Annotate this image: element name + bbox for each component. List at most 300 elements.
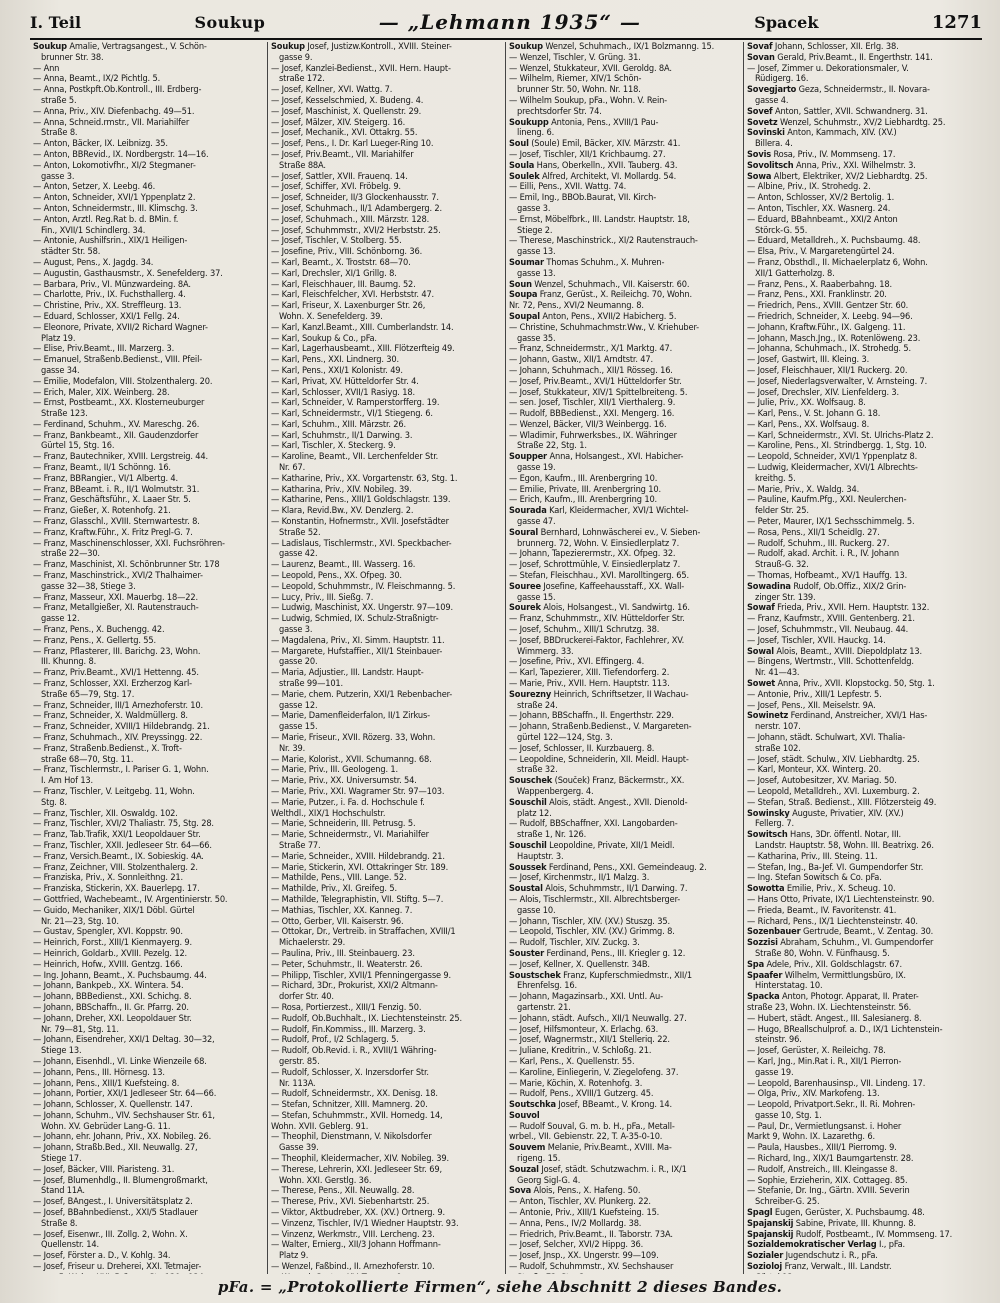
entry-text: gasse 10.	[517, 905, 556, 916]
directory-entry	[747, 1197, 979, 1208]
directory-entry	[509, 1132, 740, 1143]
directory-entry	[33, 323, 264, 334]
entry-text: — Franz, Straßenb.Bedienst., X. Troft-	[33, 743, 182, 754]
directory-entry	[33, 1100, 264, 1111]
directory-entry	[271, 377, 502, 388]
entry-surname: Soustschek	[509, 970, 561, 981]
directory-entry	[271, 1014, 502, 1025]
entry-text: Josef, Justizw.Kontroll., XVIII. Steiner-	[304, 42, 452, 52]
directory-entry	[509, 809, 740, 820]
entry-text: — Gustav, Spengler, XVI. Koppstr. 90.	[33, 927, 183, 938]
entry-text: Platz 19.	[41, 333, 76, 344]
entry-text	[271, 1273, 404, 1274]
entry-surname: Souster	[509, 948, 545, 959]
directory-entry	[33, 841, 264, 852]
entry-text: — Karl, Fleischhauer, III. Baumg. 52.	[271, 279, 416, 290]
entry-text: — Franz, Bautechniker, XVIII. Lergstreig. 44.	[33, 452, 208, 463]
entry-text: — Johann, BBBedienst., XXI. Schichg. 8.	[33, 992, 192, 1003]
entry-text: — Anna, Schneid.rmstr., VII. Mariahilfer	[33, 117, 190, 128]
entry-text: Nr. 67.	[279, 463, 306, 474]
directory-entry	[33, 981, 264, 992]
directory-entry	[33, 1111, 264, 1122]
entry-text: Wenzel, Schuhmstr., XV/2 Liebhardtg. 25.	[777, 117, 946, 128]
directory-entry	[509, 539, 740, 550]
directory-entry	[747, 733, 979, 744]
directory-entry	[747, 161, 979, 172]
entry-text: — Charlotte, Priv., IX. Fuchsthallerg. 4.	[33, 290, 186, 301]
entry-text: Albert, Elektriker, XV/2 Liebhardtg. 25.	[771, 171, 928, 182]
entry-text: — Leopold, Pens., XX. Ofpeg. 30.	[271, 571, 402, 582]
entry-text: — Katharina, Priv., XIV. Nobileg. 39.	[271, 484, 412, 495]
entry-text: Stiege 13.	[41, 1046, 82, 1057]
directory-entry	[271, 776, 502, 787]
entry-text: — Erich, Kaufm., III. Arenbergring 10.	[509, 495, 658, 506]
entry-text: Alois, Beamt., XVIII. Diepoldplatz 13.	[773, 646, 922, 657]
entry-text: — Josef, städt. Schulw., XIV. Liebhardtg. 25.	[747, 754, 920, 765]
entry-text: — Stefan, Schnitzer, XIII. Mamnerg. 20.	[271, 1100, 428, 1111]
directory-entry	[747, 852, 979, 863]
directory-entry	[747, 830, 979, 841]
entry-text: — Philipp, Tischler, XVII/1 Pfenningergasse 9.	[271, 970, 451, 981]
directory-entry	[271, 485, 502, 496]
entry-text: — Wenzel, Tischler, V. Grüng. 31.	[509, 52, 641, 63]
directory-entry	[747, 1046, 979, 1057]
directory-entry	[33, 463, 264, 474]
entry-text: — Josefine, Priv., XVI. Effingerg. 4.	[509, 657, 645, 668]
directory-entry	[271, 107, 502, 118]
entry-text: Josef, städt. Schutzwachm. i. R., IX/1	[538, 1164, 687, 1175]
entry-text: — Pauline, Kaufm.Pfg., XXI. Neulerchen-	[747, 495, 907, 506]
entry-text: — Josef, Mälzer, XIV. Steigerg. 16.	[271, 117, 406, 128]
entry-text: — Anna, Beamt., IX/2 Pichtlg. 5.	[33, 74, 161, 85]
directory-entry	[33, 128, 264, 139]
directory-entry	[271, 863, 502, 874]
directory-entry	[271, 938, 502, 949]
column-3	[506, 42, 744, 1274]
entry-text: III. Khunng. 8.	[41, 657, 97, 668]
directory-entry	[271, 193, 502, 204]
entry-text: gasse 12.	[279, 700, 318, 711]
entry-text: — Josef, Fleischhauer, XII/1 Ruckerg. 20.	[747, 365, 908, 376]
directory-entry	[33, 1273, 264, 1274]
directory-entry	[271, 323, 502, 334]
entry-text: gartenstr. 21.	[517, 1002, 571, 1013]
entry-text: — Franz, Tischler, XXII. Jedleseer Str. 64—66.	[33, 840, 212, 851]
directory-entry	[33, 355, 264, 366]
directory-entry	[271, 992, 502, 1003]
directory-entry	[271, 765, 502, 776]
entry-text: — Hans Otto, Private, IX/1 Liechtensteinstr. 90.	[747, 894, 935, 905]
entry-text: — Franz, Tischler, V. Leitgebg. 11, Wohn.	[33, 786, 195, 797]
directory-entry	[747, 1143, 979, 1154]
directory-entry	[747, 690, 979, 701]
directory-entry	[747, 603, 979, 614]
entry-text: Alois, Holsangest., VI. Sandwirtg. 16.	[540, 603, 690, 614]
entry-text: — Franz, Kaufmstr., XVIII. Gentenberg. 21.	[747, 614, 915, 625]
entry-surname: Sowinetz	[747, 711, 789, 722]
entry-text: Wilhelm, Vermittlungsbüro, IX.	[782, 970, 906, 981]
entry-text: — Rudolf, BBSchaffner, XXI. Langobarden-	[509, 819, 678, 830]
directory-entry	[747, 528, 979, 539]
entry-text: — Marie, Stickerin, XVI. Ottakringer Str. 189.	[271, 862, 449, 873]
entry-text: — Josef, Schuhmach., II/1 Adambergerg. 2.	[271, 203, 442, 214]
entry-text: — Karl, Lagerhausbeamt., XIII. Flötzerfteig 49.	[271, 344, 455, 355]
directory-entry	[509, 960, 740, 971]
entry-text: — Karl, Schuhmstr., II/1 Darwing. 3.	[271, 430, 413, 441]
entry-text: Straße 22, Stg. 1.	[517, 441, 587, 452]
entry-text: — Peter, Maurer, IX/1 Sechsschimmelg. 5.	[747, 517, 915, 528]
entry-text: — Karl, Jng., Min.Rat i. R., XII/1 Pierron-	[747, 1056, 902, 1067]
directory-entry	[271, 895, 502, 906]
entry-text: — Frieda, Beamt., IV. Favoritenstr. 41.	[747, 905, 897, 916]
directory-entry	[509, 582, 740, 593]
entry-text: Ferdinand, Anstreicher, XVI/1 Has-	[788, 711, 928, 722]
entry-text: — Wilhelm Soukup, pFa., Wohn. V. Rein-	[509, 95, 668, 106]
entry-text: — Franz, Glasschl., XVIII. Sternwartestr. 8.	[33, 517, 200, 528]
entry-text: — Friedrich, Priv.Beamt., II. Taborstr. 73A.	[509, 1229, 673, 1240]
entry-text: — Karl, Friseur, X. Laxenburger Str. 26,	[271, 301, 426, 312]
directory-entry	[33, 733, 264, 744]
directory-entry	[747, 1100, 979, 1111]
entry-text: — Marie, Köchin, X. Rotenhofg. 3.	[509, 1078, 643, 1089]
entry-text: — Guido, Mechaniker, XIX/1 Döbl. Gürtel	[33, 905, 195, 916]
directory-entry	[33, 236, 264, 247]
entry-text: — Katharine, Pens., XIII/1 Goldschlagstr. 139.	[271, 495, 451, 506]
entry-text: — Josef, BBDruckerei-Faktor, Fachlehrer, XV.	[509, 635, 685, 646]
entry-text: Bernhard, Lohnwäscherei ev., V. Sieben-	[538, 527, 701, 538]
entry-surname: Sozialer	[747, 1251, 784, 1262]
directory-entry	[509, 690, 740, 701]
entry-text: — Ferdinand, Schuhm., XV. Mareschg. 26.	[33, 419, 200, 430]
entry-text: Wohn. XV. Gebrüder Lang-G. 11.	[41, 1121, 171, 1132]
directory-entry	[33, 690, 264, 701]
directory-entry	[747, 247, 979, 258]
directory-entry	[747, 398, 979, 409]
directory-entry	[509, 53, 740, 64]
entry-text: — Karoline, Beamt., VII. Lerchenfelder Str.	[271, 452, 439, 463]
entry-text: — Josef, Mechanik., XVI. Ottakrg. 55.	[271, 128, 418, 139]
entry-text: — Johann, Gastw., XII/1 Arndtstr. 47.	[509, 355, 653, 366]
entry-text: I., pFa.	[876, 1240, 905, 1251]
directory-entry	[509, 474, 740, 485]
entry-surname: Sovis	[747, 149, 772, 160]
entry-text: — Franz, Tischler, XVI/2 Thaliastr. 75, Stg. 28.	[33, 819, 214, 830]
directory-entry	[747, 809, 979, 820]
entry-text: straße 22—30.	[41, 549, 100, 560]
directory-entry	[271, 85, 502, 96]
entry-text: — Anton, Setzer, X. Leebg. 46.	[33, 182, 156, 193]
directory-entry	[33, 971, 264, 982]
entry-surname: Soun	[509, 279, 532, 290]
directory-entry	[747, 722, 979, 733]
entry-text: — Anna, Pens., IV/2 Mollardg. 38.	[509, 1218, 642, 1229]
entry-text: — Gottfried, Wachebeamt., IV. Argentinierstr. 50.	[33, 894, 228, 905]
directory-entry	[509, 711, 740, 722]
directory-entry	[509, 431, 740, 442]
entry-text: — Rudolf, akad. Archit. i. R., IV. Johann	[747, 549, 899, 560]
directory-entry	[33, 204, 264, 215]
entry-text: Anton, Sattler, XVII. Schwandnerg. 31.	[772, 106, 928, 117]
entry-text: — Johann, Kraftw.Führ., IX. Galgeng. 11.	[747, 322, 906, 333]
entry-text: Jugendschutz i. R., pFa.	[783, 1251, 878, 1262]
entry-text: — Laurenz, Beamt., III. Wasserg. 16.	[271, 560, 416, 571]
directory-entry	[33, 647, 264, 658]
entry-text: — Antonie, Priv., XIII/1 Kuefsteing. 15.	[509, 1208, 660, 1219]
entry-text: — Franz, Bankbeamt., XII. Gaudenzdorfer	[33, 430, 199, 441]
directory-entry	[509, 938, 740, 949]
entry-text: kreithg. 5.	[755, 473, 796, 484]
directory-entry	[747, 1025, 979, 1036]
directory-entry	[33, 377, 264, 388]
directory-entry	[509, 42, 740, 53]
directory-entry	[747, 355, 979, 366]
directory-entry	[33, 938, 264, 949]
directory-entry	[747, 366, 979, 377]
directory-entry	[509, 1208, 740, 1219]
entry-surname: Souschil	[509, 797, 547, 808]
entry-text: gasse 47.	[517, 517, 556, 528]
directory-entry	[509, 657, 740, 668]
directory-entry	[747, 409, 979, 420]
directory-entry	[747, 582, 979, 593]
entry-text: — Emilie, Private, III. Arenbergring 10.	[509, 484, 661, 495]
directory-entry	[271, 42, 502, 53]
entry-text: gasse 32—38, Stiege 3.	[41, 581, 136, 592]
directory-entry	[33, 657, 264, 668]
directory-entry	[33, 1240, 264, 1251]
directory-entry	[271, 690, 502, 701]
directory-entry	[271, 269, 502, 280]
directory-entry	[271, 495, 502, 506]
directory-entry	[747, 420, 979, 431]
entry-text: — Lucy, Priv., III. Sießg. 7.	[271, 592, 374, 603]
entry-text: — Julie, Priv., XX. Wolfsaug. 8.	[747, 398, 866, 409]
entry-surname: Spajanskij	[747, 1218, 794, 1229]
entry-text: straße 23, Wohn. IX. Liechtensteinstr. 56.	[747, 1002, 912, 1013]
entry-text: — Rudolf, Prof., I/2 Schlagerg. 5.	[271, 1035, 399, 1046]
directory-entry	[509, 247, 740, 258]
entry-text: — Anton, Lokomotivfhr., XI/2 Stegmaner-	[33, 160, 196, 171]
directory-entry	[271, 53, 502, 64]
directory-entry	[271, 787, 502, 798]
entry-text: — Franz, Schneider, III/1 Arnezhoferstr. 10.	[33, 700, 204, 711]
directory-entry	[509, 1122, 740, 1133]
entry-text: Franz, Verwalt., III. Landstr.	[782, 1262, 892, 1273]
entry-text: — Rudolf, Tischler, XIV. Zuckg. 3.	[509, 938, 640, 949]
entry-surname: Sourek	[509, 603, 541, 614]
entry-text: — Josef, Autobesitzer, XV. Mariag. 50.	[747, 776, 897, 787]
entry-text: — Josef, Tischler, XII/1 Krichbaumg. 27.	[509, 149, 666, 160]
entry-text: — Anton, Tischler, XX. Wasnerg. 24.	[747, 203, 891, 214]
entry-surname: Sowet	[747, 679, 776, 690]
entry-text: — Albine, Priv., IX. Strohedg. 2.	[747, 182, 871, 193]
entry-text: — Mathilde, Priv., XI. Greifeg. 5.	[271, 884, 397, 895]
directory-entry	[271, 204, 502, 215]
entry-text: — Marie, Kolorist., XVII. Schumanng. 68.	[271, 754, 432, 765]
entry-text: Rosa, Priv., IV. Mommseng. 17.	[771, 149, 896, 160]
entry-text: — Josef, BAngest., I. Universitätsplatz 2.	[33, 1197, 193, 1208]
entry-text: — Franz, Priv.Beamt., XVI/1 Hettenng. 45.	[33, 668, 199, 679]
entry-text: — Stefanie, Dr. Ing., Gärtn. XVIII. Severin	[747, 1186, 910, 1197]
entry-text: straße 68—70, Stg. 11.	[41, 754, 134, 765]
entry-text: — Leopold, Metalldreh., XVI. Luxemburg. 2.	[747, 786, 920, 797]
entry-surname: Sovegjarto	[747, 85, 797, 96]
directory-entry	[509, 139, 740, 150]
directory-entry	[271, 571, 502, 582]
entry-surname: Souschek	[509, 776, 553, 787]
entry-text: — Josef, Gastwirt, III. Kleing. 3.	[747, 355, 870, 366]
directory-entry	[747, 938, 979, 949]
entry-surname: Soul	[509, 139, 529, 150]
entry-text: — Konstantin, Hofnermstr., XVII. Josefstädter	[271, 517, 449, 528]
entry-text: gasse 3.	[517, 203, 551, 214]
directory-entry	[747, 506, 979, 517]
entry-text: — Olga, Priv., XIV. Markofeng. 13.	[747, 1089, 880, 1100]
directory-entry	[271, 960, 502, 971]
directory-entry	[271, 755, 502, 766]
entry-surname: Soukup	[33, 42, 67, 52]
entry-text: nerstr. 107.	[755, 722, 801, 733]
directory-entry	[747, 927, 979, 938]
entry-text: — Johann, Tischler, XIV. (XV.) Stuszg. 35.	[509, 916, 670, 927]
directory-entry	[509, 895, 740, 906]
entry-text: — Franz, Schuhmach., XIV. Preyssingg. 22.	[33, 733, 203, 743]
directory-entry	[33, 1208, 264, 1219]
directory-entry	[747, 1035, 979, 1046]
directory-entry	[747, 776, 979, 787]
entry-text: — Josef, Schuhmmstr., VII. Neubaug. 44.	[747, 625, 909, 636]
entry-surname: Sova	[509, 1186, 531, 1197]
entry-text: — Karl, Pens., XXI. Lindnerg. 30.	[271, 355, 399, 366]
directory-entry	[271, 949, 502, 960]
directory-entry	[271, 64, 502, 75]
entry-text: Ferdinand, Pens., XXI. Gemeindeaug. 2.	[546, 862, 707, 873]
entry-text: steinstr. 96.	[755, 1035, 802, 1046]
directory-entry	[271, 722, 502, 733]
entry-text: — Stefan, Fleischhau., XVI. Marolltingerg. 65.	[509, 571, 689, 582]
entry-text: — Marie, Priv., III. Geologeng. 1.	[271, 765, 398, 776]
entry-text: — Franz, Schneider, XVIII/1 Hildebrandg. 21.	[33, 722, 210, 733]
entry-text: — Karl, Schuhm., XIII. Märzstr. 26.	[271, 419, 406, 430]
entry-text: — Franz, Schlosser, XXI. Erzherzog Karl-	[33, 679, 192, 690]
directory-entry	[271, 388, 502, 399]
directory-entry	[747, 150, 979, 161]
directory-entry	[509, 873, 740, 884]
entry-text: — Viktor, Aktbudreber, XX. (XV.) Ortnerg. 9.	[271, 1208, 445, 1219]
directory-entry	[509, 1262, 740, 1273]
directory-entry	[747, 895, 979, 906]
entry-text: — Josef, Kanzlei-Bedienst., XVII. Hern. Haupt-	[271, 63, 451, 74]
directory-entry	[33, 636, 264, 647]
directory-entry	[509, 1143, 740, 1154]
entry-text: — Karl, Fleischfelcher, XVI. Herbststr. 47.	[271, 290, 435, 301]
entry-text: — Johann, städt. Schulwart, XVI. Thalia-	[747, 733, 906, 743]
directory-entry	[33, 1089, 264, 1100]
directory-entry	[747, 571, 979, 582]
directory-entry	[33, 161, 264, 172]
entry-text: Franz, Kupferschmiedmstr., XII/1	[560, 970, 692, 981]
directory-entry	[271, 1230, 502, 1241]
entry-text: Gerald, Priv.Beamt., II. Engerthstr. 141.	[774, 52, 933, 63]
entry-text: — Johann, Eisendreher, XXI/1 Deltag. 30—32,	[33, 1035, 215, 1046]
entry-text: — Karl, Pens., XXI/1 Kolonistr. 49.	[271, 365, 403, 376]
directory-entry	[747, 517, 979, 528]
directory-entry	[509, 906, 740, 917]
directory-entry	[747, 53, 979, 64]
entry-text: Alfred, Architekt, VI. Mollardg. 54.	[539, 171, 677, 182]
directory-entry	[271, 441, 502, 452]
entry-surname: Spajanskij	[747, 1229, 794, 1240]
directory-entry	[509, 798, 740, 809]
directory-entry	[747, 701, 979, 712]
directory-entry	[33, 1143, 264, 1154]
entry-text: — Josef, Jnsp., XX. Ungerstr. 99—109.	[509, 1251, 659, 1262]
directory-entry	[747, 312, 979, 323]
entry-text: Straße 88A.	[279, 160, 326, 171]
directory-entry	[747, 485, 979, 496]
directory-entry	[271, 1089, 502, 1100]
directory-entry	[271, 614, 502, 625]
directory-entry	[747, 992, 979, 1003]
directory-entry	[509, 927, 740, 938]
directory-entry	[33, 258, 264, 269]
entry-text: XII/1 Gatterholzg. 8.	[755, 268, 835, 279]
entry-text: — Josef, Hilfsmonteur, X. Erlachg. 63.	[509, 1024, 659, 1035]
directory-entry	[271, 409, 502, 420]
directory-entry	[33, 182, 264, 193]
directory-entry	[509, 841, 740, 852]
directory-entry	[271, 150, 502, 161]
directory-entry	[271, 668, 502, 679]
entry-text: gasse 19.	[517, 463, 556, 474]
entry-text: — Eleonore, Private, XVII/2 Richard Wagner-	[33, 322, 208, 333]
entry-text: — Ing. Johann, Beamt., X. Puchsbaumg. 44.	[33, 970, 207, 981]
directory-entry	[747, 668, 979, 679]
directory-entry	[747, 1262, 979, 1273]
entry-text: rigeng. 15.	[517, 1154, 561, 1165]
entry-text: Leopoldine, Private, XII/1 Meidl.	[546, 840, 675, 851]
directory-entry	[271, 1068, 502, 1079]
directory-entry	[33, 949, 264, 960]
entry-text: Anna, Priv., XVII. Klopstockg. 50, Stg. 1.	[775, 679, 935, 690]
entry-text: — Paulina, Priv., III. Steinbauerg. 23.	[271, 948, 415, 959]
entry-text: — Ing. Stefan Sowitsch & Co. pFa.	[747, 873, 882, 884]
entry-text: — Wenzel, Faßbind., II. Arnezhoferstr. 10.	[271, 1262, 435, 1273]
header-rule	[30, 38, 982, 40]
directory-entry	[509, 625, 740, 636]
directory-entry	[747, 269, 979, 280]
entry-text: — Rudolf, Anstreich., III. Kleingasse 8.	[747, 1164, 898, 1175]
directory-entry	[509, 776, 740, 787]
entry-text: — Emilie, Modefalon, VIII. Stolzenthalerg. 20.	[33, 376, 213, 387]
directory-entry	[33, 744, 264, 755]
entry-text: — Eduard, Schlosser, XXI/1 Fellg. 24.	[33, 311, 180, 322]
entry-text: — Johann, Straßb.Bed., XII. Neuwallg. 27,	[33, 1143, 198, 1154]
entry-text: — Franz, Tischler, XII. Oswaldg. 102.	[33, 808, 178, 819]
entry-surname: Sovan	[747, 52, 775, 63]
directory-entry	[509, 549, 740, 560]
entry-text: — Johann, Schuhm., VIV. Sechshauser Str. 61,	[33, 1110, 215, 1121]
directory-entry	[271, 884, 502, 895]
entry-text: — Wenzel, Bäcker, VII/3 Weinbergg. 16.	[509, 419, 667, 430]
directory-entry	[747, 495, 979, 506]
directory-entry	[33, 1262, 264, 1273]
entry-text: — Leopold, Tischler, XIV. (XV.) Grimmg. 8.	[509, 927, 675, 938]
directory-entry	[509, 1003, 740, 1014]
entry-text: — Karl, Schneidermstr., VI/1 Stiegeng. 6.	[271, 409, 433, 420]
directory-entry	[33, 226, 264, 237]
directory-entry	[271, 1057, 502, 1068]
